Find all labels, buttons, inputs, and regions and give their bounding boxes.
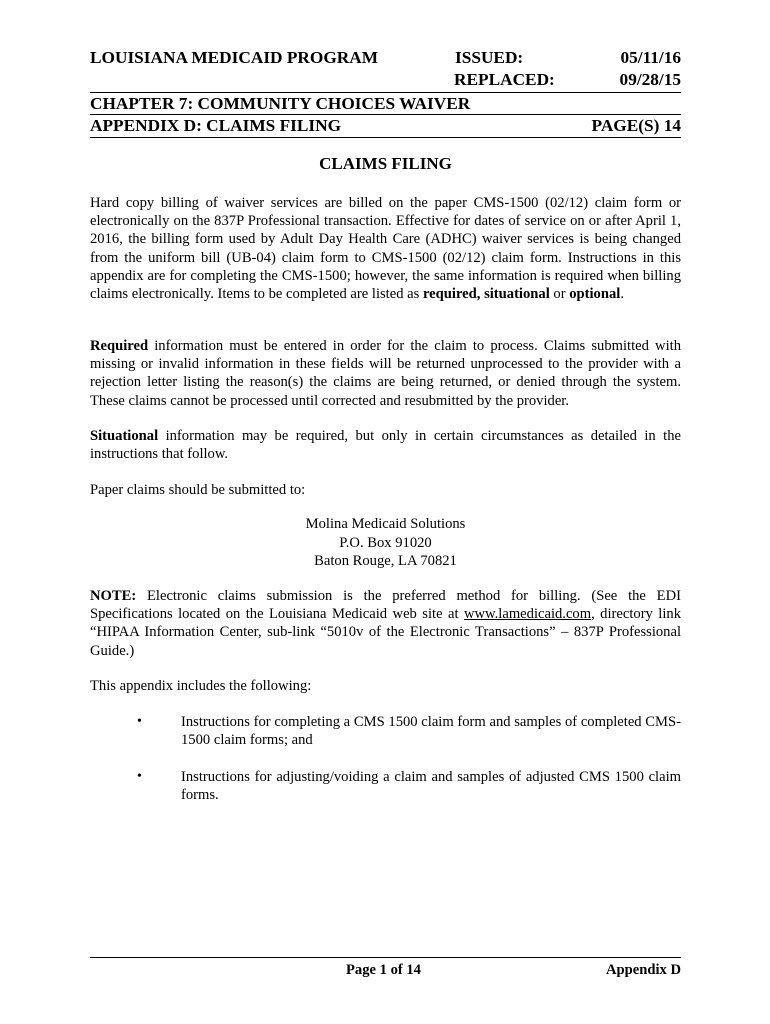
includes-line: This appendix includes the following: — [90, 678, 312, 694]
footer-rule — [90, 957, 681, 958]
situational-paragraph: Situational information may be required, but only in certain circumstances as detailed in the instructions that follow. — [90, 428, 681, 463]
section-title: CLAIMS FILING — [319, 154, 452, 173]
page-number: Page 1 of 14 — [346, 962, 421, 978]
list-item-text: Instructions for adjusting/voiding a claim and samples of adjusted CMS 1500 claim forms. — [181, 769, 681, 804]
issued-label: ISSUED: — [455, 48, 524, 67]
appendix-title: APPENDIX D: CLAIMS FILING — [90, 116, 342, 135]
issued-date: 05/11/16 — [620, 48, 681, 67]
address-line-1: Molina Medicaid Solutions — [305, 516, 466, 532]
address-line-3: Baton Rouge, LA 70821 — [314, 553, 457, 570]
document-page — [90, 0, 681, 1024]
submit-line: Paper claims should be submitted to: — [90, 482, 306, 498]
bullet-icon: • — [137, 714, 142, 729]
footer-appendix: Appendix D — [605, 962, 681, 978]
required-paragraph: Required information must be entered in order for the claim to process. Claims submitted with missing or invalid information in these fields will be returned unprocessed to the provider with a rejection letter listing the reason(s) the claims are being returned, or denied through the system. These claims cannot be processed until corrected and resubmitted by the provider. — [90, 338, 681, 409]
list-item-text: Instructions for completing a CMS 1500 claim form and samples of completed CMS-1500 claim forms; and — [181, 714, 681, 749]
note-paragraph: NOTE: Electronic claims submission is the preferred method for billing. (See the EDI Specifications located on the Louisiana Medicaid web site at www.lamedicaid.com, directory link “HIPAA Information Center, sub-link “5010v of the Electronic Transactions” – 837P Professional Guide.) — [90, 588, 681, 659]
lamedicaid-link[interactable]: www.lamedicaid.com — [463, 606, 592, 623]
page-count: PAGE(S) 14 — [591, 116, 681, 135]
bullet-icon: • — [137, 769, 142, 784]
replaced-label: REPLACED: — [454, 70, 555, 89]
chapter-title: CHAPTER 7: COMMUNITY CHOICES WAIVER — [90, 94, 471, 113]
intro-paragraph: Hard copy billing of waiver services are billed on the paper CMS-1500 (02/12) claim form or electronically on the 837P Professional transaction. Effective for dates of service on or after April 1, 2016, the billing form used by Adult Day Health Care (ADHC) waiver services is being changed from the uniform bill (UB-04) claim form to CMS-1500 (02/12) claim form. Instructions in this appendix are for completing the CMS-1500; however, the same information is required when billing claims electronically. Items to be completed are listed as required, situational or optional. — [90, 195, 681, 303]
address-line-2: P.O. Box 91020 — [339, 534, 432, 551]
mailing-address — [90, 515, 681, 571]
header-rule-3 — [90, 137, 681, 138]
program-name: LOUISIANA MEDICAID PROGRAM — [90, 48, 379, 67]
replaced-date: 09/28/15 — [619, 70, 681, 89]
